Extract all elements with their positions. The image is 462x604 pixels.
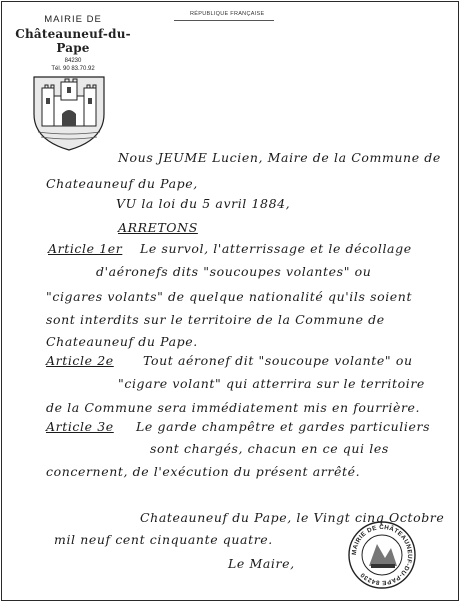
article-2-line-2: "cigare volant" qui atterrira sur le territoire [118, 376, 425, 391]
article-3-label: Article 3e [46, 419, 114, 434]
telephone: Tél. 90 83.70.92 [51, 66, 95, 72]
city-name: Châteauneuf-du-Pape [15, 27, 131, 55]
stamp-text: MAIRIE DE CHÂTEAUNEUF-DU-PAPE 84230 [350, 523, 414, 587]
mairie-stamp-icon [347, 520, 417, 590]
arretons-heading: ARRETONS [118, 220, 198, 235]
article-1-line-1: Le survol, l'atterrissage et le décollage [140, 241, 412, 256]
article-3-line-2: sont chargés, chacun en ce qui les [150, 441, 389, 456]
letterhead [8, 14, 138, 72]
mairie-de-label: MAIRIE DE [44, 14, 102, 25]
closing-line-2: mil neuf cent cinquante quatre. [54, 532, 273, 547]
article-3-line-1: Le garde champêtre et gardes particuliers [136, 419, 431, 434]
article-1-line-4: sont interdits sur le territoire de la Commune de [46, 312, 385, 327]
letter-line-1: Nous JEUME Lucien, Maire de la Commune de [118, 150, 441, 165]
article-1-line-2: d'aéronefs dits "soucoupes volantes" ou [96, 264, 372, 279]
article-2-line-3: de la Commune sera immédiatement mis en fourrière. [46, 400, 421, 415]
article-1-label: Article 1er [48, 241, 123, 256]
article-2-label: Article 2e [46, 353, 114, 368]
article-1-line-5: Chateauneuf du Pape. [46, 334, 198, 349]
article-3-line-3: concernent, de l'exécution du présent arrêté. [46, 464, 361, 479]
postcode: 84230 [64, 58, 82, 64]
letter-line-3: VU la loi du 5 avril 1884, [116, 196, 291, 211]
republic-header: RÉPUBLIQUE FRANÇAISE [190, 11, 265, 17]
letter-line-2: Chateauneuf du Pape, [46, 176, 198, 191]
article-2-line-1: Tout aéronef dit "soucoupe volante" ou [143, 353, 413, 368]
signature-label: Le Maire, [228, 556, 295, 571]
article-1-line-3: "cigares volants" de quelque nationalité qu'ils soient [46, 289, 413, 304]
castle-coat-of-arms-icon [30, 74, 108, 152]
header-rule [174, 20, 274, 21]
closing-line-1: Chateauneuf du Pape, le Vingt cinq Octobre [140, 510, 445, 525]
